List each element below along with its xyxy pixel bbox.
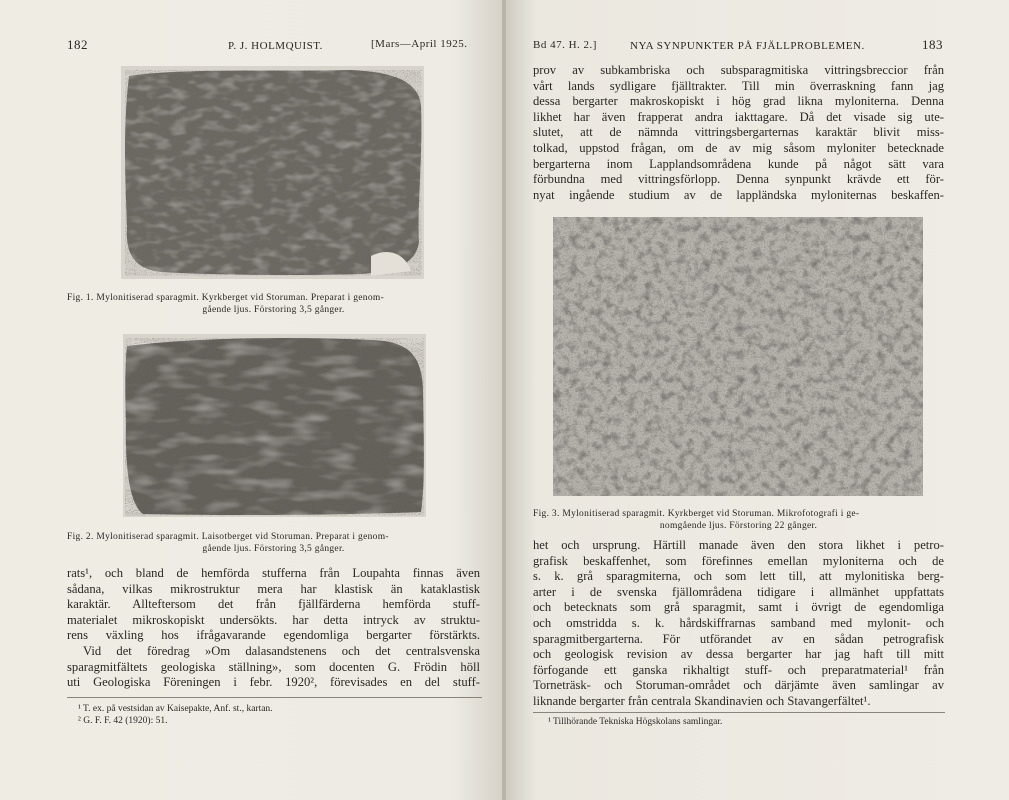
right-top-text — [533, 63, 944, 203]
text-line: prov av subkambriska och subsparagmitiska vittringsbreccior från — [533, 63, 944, 77]
text-line: förfogande ett ganska rikhaltigt stuff- och preparatmaterial¹ från — [533, 662, 944, 677]
right-bottom-text — [533, 538, 944, 710]
text-line: och betecknats som grå sparagmit, samt i övrigt de egendomliga — [533, 600, 944, 615]
text-line: vårt lands sydligare fjälltrakter. Till min överraskning fann jag — [533, 78, 944, 93]
text-line: arter i de svenska fjällområdena tidigare i allmänhet uppfattats — [533, 584, 944, 599]
left-footnote-1: ¹ T. ex. på vestsidan av Kaisepakte, Anf. st., kartan. — [78, 704, 273, 714]
text-line: nyat ingående studium av de lappländska myloniternas beskaffen- — [533, 187, 944, 202]
fig1-caption: Fig. 1. Mylonitiserad sparagmit. Kyrkberget vid Storuman. Preparat i genom- gående ljus. Förstoring 3,5 gånger. — [67, 293, 385, 315]
left-body-text — [67, 566, 480, 691]
text-line: Vid det föredrag »Om dalasandstenens och det centralsvenska — [83, 643, 480, 658]
text-line: dessa bergarter makroskopiskt i hög grad likna myloniterna. Denna — [533, 94, 944, 109]
fig3-photomicrograph — [553, 217, 923, 496]
text-line: het och ursprung. Härtill manade även den stora likhet i petro- — [533, 538, 944, 552]
left-footnote-2: ² G. F. F. 42 (1920): 51. — [78, 716, 168, 726]
text-line: grafisk beskaffenhet, som förefinnes emellan myloniterna och de — [533, 553, 944, 568]
left-running-head: P. J. HOLMQUIST. — [228, 40, 323, 52]
text-line: bergarterna inom Lapplandsområdena kunde på något sätt vara — [533, 156, 944, 171]
text-line: liknande bergarter från centrala Skandinavien och Stavangerfältet¹. — [533, 693, 871, 708]
fig2-caption: Fig. 2. Mylonitiserad sparagmit. Laisotberget vid Storuman. Preparat i genom- gående ljus. Förstoring 3,5 gånger. — [67, 532, 389, 554]
left-page-number: 182 — [67, 37, 88, 52]
text-line: förbundna med vittringsförlopp. Denna synpunkt krävde ett för- — [533, 172, 944, 187]
left-issue-label: [Mars—April 1925. — [371, 38, 468, 50]
left-footnote-divider — [67, 697, 482, 698]
text-line: rats¹, och bland de hemförda stufferna från Loupahta finnas även — [67, 566, 480, 580]
right-issue-label: Bd 47. H. 2.] — [533, 39, 597, 51]
fig1-photomicrograph — [121, 66, 424, 279]
text-line: tolkad, uppstod frågan, om de av mig såsom myloniter betecknade — [533, 140, 944, 155]
text-line: och omstridda s. k. hårdskiffrarnas samband med mylonit- och — [533, 615, 944, 630]
right-page — [506, 0, 1009, 800]
text-line: likhet har även frapperat andra iakttagare. Då det visade sig ute- — [533, 109, 944, 124]
text-line: och geologisk revision av dessa bergarter har jag haft till mitt — [533, 647, 944, 662]
text-line: rens växling hos ifrågavarande egendomliga bergarter förstärkts. — [67, 628, 480, 643]
text-line: slutet, att de nämnda vittringsbergarternas karaktär blivit miss- — [533, 125, 944, 140]
text-line: uti Geologiska Föreningen i febr. 1920², förevisades en del stuff- — [67, 675, 480, 690]
fig3-caption: Fig. 3. Mylonitiserad sparagmit. Kyrkberget vid Storuman. Mikrofotografi i ge- nomgående ljus. Förstoring 22 gånger. — [533, 509, 860, 531]
right-page-number: 183 — [922, 37, 943, 52]
text-line: Torneträsk- och Storuman-området och därjämte även samlingar av — [533, 678, 944, 693]
text-line: materialet mikroskopiskt undersökts. har detta intryck av struktu- — [67, 612, 480, 627]
text-line: sparagmitbergarterna. För utförandet av en sådan petrografisk — [533, 631, 944, 646]
right-footnote-divider — [533, 712, 945, 713]
right-footnote-1: ¹ Tillhörande Tekniska Högskolans samlingar. — [548, 717, 723, 727]
text-line: sparagmitfältets geologiska ställning», som docenten G. Frödin höll — [67, 659, 480, 674]
text-line: s. k. grå sparagmiterna, och som lett till, att mylonitiska berg- — [533, 569, 944, 584]
fig2-photomicrograph — [123, 334, 426, 517]
left-page — [0, 0, 503, 800]
text-line: sådana, vilkas mikrostruktur mera har klastisk än kataklastisk — [67, 581, 480, 596]
text-line: karaktär. Allteftersom det från fjällfärderna hemförda stuff- — [67, 597, 480, 612]
right-running-head: NYA SYNPUNKTER PÅ FJÄLLPROBLEMEN. — [630, 40, 865, 52]
